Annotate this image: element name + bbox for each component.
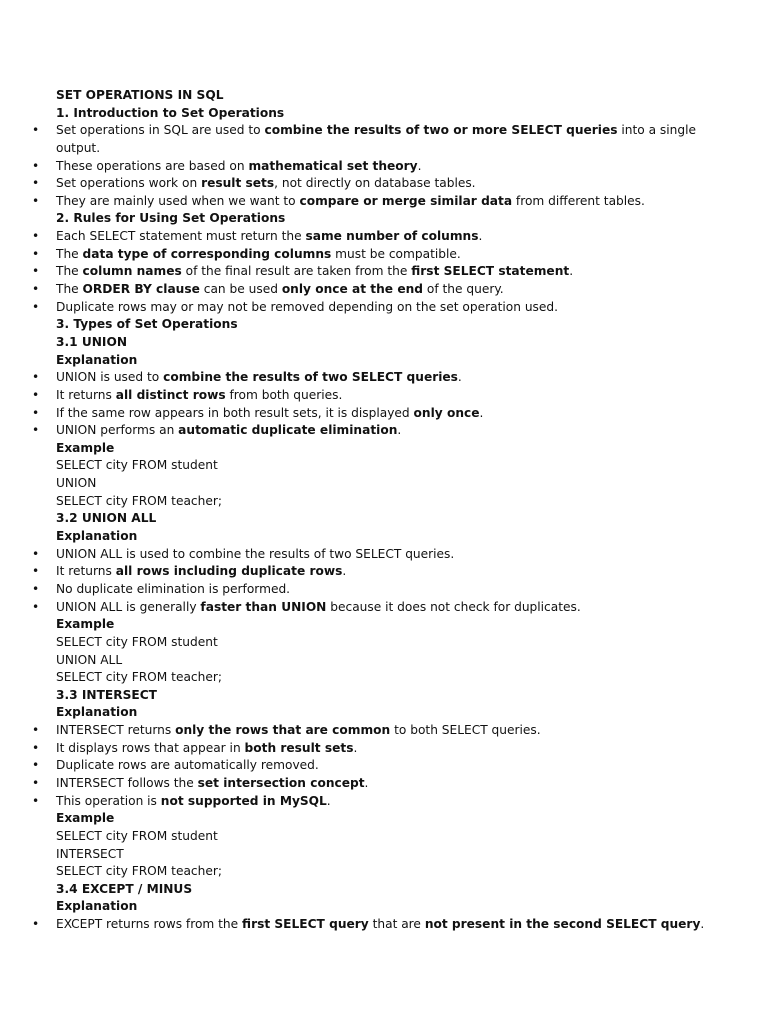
bullet-icon: •: [32, 264, 40, 279]
bold-text: ORDER BY clause: [82, 282, 200, 297]
text: INTERSECT returns: [56, 723, 176, 738]
text: .: [364, 775, 369, 790]
sql-code-line: SELECT city FROM student: [56, 458, 218, 473]
bullet-item: [0, 563, 768, 581]
bullet-item: [0, 175, 768, 193]
bullet-icon: •: [32, 246, 40, 261]
bullet-item-continuation: [0, 140, 768, 158]
bullet-icon: •: [32, 176, 40, 191]
bold-text: first SELECT statement: [411, 264, 570, 279]
bullet-icon: •: [32, 387, 40, 402]
sql-code-line: SELECT city FROM teacher;: [56, 493, 222, 508]
bullet-icon: •: [32, 299, 40, 314]
section-heading: Example: [56, 617, 115, 632]
text: must be compatible.: [331, 246, 461, 261]
text: UNION ALL is generally: [56, 599, 201, 614]
text: because it does not check for duplicates.: [326, 599, 581, 614]
bold-text: set intersection concept: [197, 775, 365, 790]
text: They are mainly used when we want to: [56, 193, 300, 208]
text: .: [397, 423, 402, 438]
sql-code-line: SELECT city FROM teacher;: [56, 670, 222, 685]
text: .: [569, 264, 574, 279]
bold-text: all distinct rows: [115, 387, 226, 402]
bullet-icon: •: [32, 775, 40, 790]
bullet-item: [0, 740, 768, 758]
bold-text: combine the results of two SELECT queries: [163, 370, 458, 385]
section-heading: Example: [56, 440, 115, 455]
bullet-icon: •: [32, 793, 40, 808]
bullet-item: [0, 281, 768, 299]
bold-text: result sets: [201, 176, 275, 191]
section-heading: 1. Introduction to Set Operations: [56, 105, 285, 120]
text: This operation is: [56, 793, 161, 808]
bold-text: only once: [413, 405, 480, 420]
section-heading: 3.4 EXCEPT / MINUS: [56, 881, 193, 896]
bullet-item: [0, 193, 768, 211]
text: The: [56, 282, 83, 297]
text: Set operations work on: [56, 176, 202, 191]
bullet-icon: •: [32, 423, 40, 438]
text: If the same row appears in both result sets, it is displayed: [56, 405, 414, 420]
text: .: [457, 370, 462, 385]
bold-text: all rows including duplicate rows: [115, 564, 343, 579]
sql-code-line: SELECT city FROM teacher;: [56, 864, 222, 879]
text: EXCEPT returns rows from the: [56, 917, 243, 932]
text: can be used: [199, 282, 282, 297]
bold-text: combine the results of two or more SELECT queries: [264, 123, 618, 138]
bullet-item: [0, 546, 768, 564]
bold-text: column names: [82, 264, 182, 279]
bold-text: data type of corresponding columns: [82, 246, 332, 261]
bullet-icon: •: [32, 229, 40, 244]
text: It displays rows that appear in: [56, 740, 245, 755]
document-body: [0, 87, 768, 934]
text: .: [479, 405, 484, 420]
section-heading: Example: [56, 811, 115, 826]
text: from different tables.: [512, 193, 645, 208]
bullet-item: [0, 387, 768, 405]
bullet-item: [0, 916, 768, 934]
text: of the final result are taken from the: [181, 264, 412, 279]
bullet-item: [0, 369, 768, 387]
bold-text: mathematical set theory: [248, 158, 418, 173]
bold-text: not present in the second SELECT query: [424, 917, 701, 932]
bullet-icon: •: [32, 405, 40, 420]
bold-text: only once at the end: [281, 282, 423, 297]
bullet-icon: •: [32, 370, 40, 385]
text: Duplicate rows are automatically removed.: [56, 758, 319, 773]
bold-text: compare or merge similar data: [299, 193, 513, 208]
bullet-icon: •: [32, 740, 40, 755]
text: The: [56, 246, 83, 261]
section-heading: 3. Types of Set Operations: [56, 317, 238, 332]
bullet-item: [0, 757, 768, 775]
bold-text: only the rows that are common: [175, 723, 391, 738]
section-heading: 3.3 INTERSECT: [56, 687, 157, 702]
bold-text: not supported in MySQL: [160, 793, 327, 808]
text: It returns: [56, 387, 116, 402]
text: Duplicate rows may or may not be removed depending on the set operation used.: [56, 299, 559, 314]
bullet-icon: •: [32, 158, 40, 173]
text: .: [700, 917, 705, 932]
bullet-icon: •: [32, 282, 40, 297]
bullet-icon: •: [32, 564, 40, 579]
bullet-item: [0, 775, 768, 793]
text: INTERSECT follows the: [56, 775, 198, 790]
text: from both queries.: [225, 387, 343, 402]
text: , not directly on database tables.: [274, 176, 476, 191]
sql-code-line: SELECT city FROM student: [56, 634, 218, 649]
bullet-icon: •: [32, 758, 40, 773]
text: Each SELECT statement must return the: [56, 229, 306, 244]
text: of the query.: [422, 282, 504, 297]
section-heading: Explanation: [56, 899, 138, 914]
sql-code-line: UNION ALL: [56, 652, 123, 667]
bullet-icon: •: [32, 581, 40, 596]
text: that are: [368, 917, 425, 932]
bullet-icon: •: [32, 193, 40, 208]
text: Set operations in SQL are used to: [56, 123, 265, 138]
section-heading: Explanation: [56, 352, 138, 367]
text: The: [56, 264, 83, 279]
bullet-item: [0, 122, 768, 140]
bullet-item: [0, 263, 768, 281]
section-heading: 2. Rules for Using Set Operations: [56, 211, 286, 226]
text: .: [326, 793, 331, 808]
bold-text: faster than UNION: [200, 599, 327, 614]
text: .: [353, 740, 358, 755]
bullet-item: [0, 299, 768, 317]
sql-code-line: UNION: [56, 476, 97, 491]
section-heading: Explanation: [56, 705, 138, 720]
section-heading: 3.1 UNION: [56, 334, 128, 349]
bullet-item: [0, 228, 768, 246]
text: .: [342, 564, 347, 579]
bullet-item: [0, 599, 768, 617]
text: UNION performs an: [56, 423, 179, 438]
text: to both SELECT queries.: [390, 723, 541, 738]
bold-text: first SELECT query: [242, 917, 369, 932]
bullet-item: [0, 422, 768, 440]
bold-text: both result sets: [244, 740, 354, 755]
bullet-item: [0, 158, 768, 176]
bold-text: automatic duplicate elimination: [178, 423, 398, 438]
text: into a single: [617, 123, 697, 138]
bullet-icon: •: [32, 723, 40, 738]
text: .: [478, 229, 483, 244]
text: output.: [56, 140, 101, 155]
text: UNION ALL is used to combine the results of two SELECT queries.: [56, 546, 455, 561]
section-heading: 3.2 UNION ALL: [56, 511, 157, 526]
bullet-item: [0, 793, 768, 811]
bullet-icon: •: [32, 599, 40, 614]
bullet-item: [0, 405, 768, 423]
text: UNION is used to: [56, 370, 164, 385]
bold-text: same number of columns: [305, 229, 479, 244]
bullet-icon: •: [32, 546, 40, 561]
text: These operations are based on: [56, 158, 249, 173]
sql-code-line: SELECT city FROM student: [56, 828, 218, 843]
document-lines: [0, 105, 768, 934]
text: No duplicate elimination is performed.: [56, 581, 291, 596]
section-heading: Explanation: [56, 529, 138, 544]
text: .: [417, 158, 422, 173]
bullet-item: [0, 246, 768, 264]
bullet-icon: •: [32, 123, 40, 138]
bullet-item: [0, 581, 768, 599]
bullet-icon: •: [32, 917, 40, 932]
text: It returns: [56, 564, 116, 579]
document-title: SET OPERATIONS IN SQL: [56, 88, 224, 102]
bullet-item: [0, 722, 768, 740]
sql-code-line: INTERSECT: [56, 846, 124, 861]
